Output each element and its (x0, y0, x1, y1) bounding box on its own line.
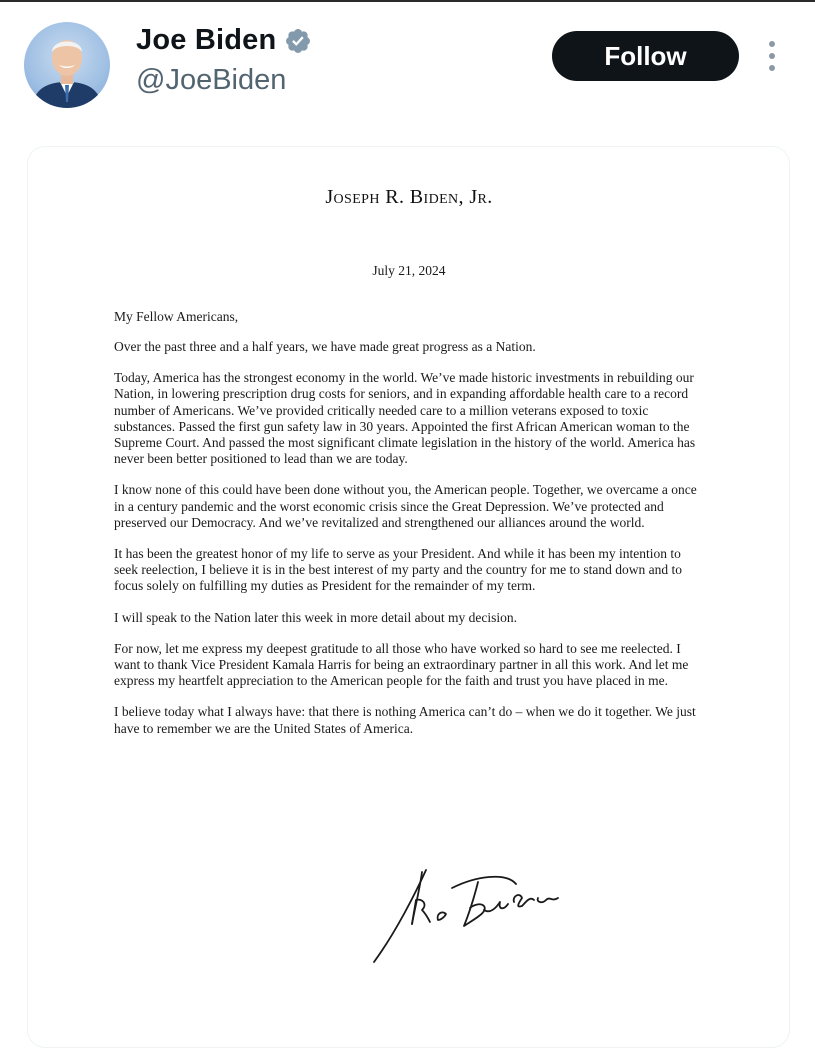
profile-name-row (136, 24, 312, 57)
letter-paragraph: Over the past three and a half years, we have made great progress as a Nation. (114, 339, 536, 354)
profile-handle[interactable]: @JoeBiden (136, 64, 287, 96)
follow-button[interactable]: Follow (552, 31, 739, 81)
letter-paragraph: Today, America has the strongest economy in the world. We’ve made historic investments in rebuilding our Nation, in lowering prescription drug costs for seniors, and in expanding affordable health care to a record number of Americans. We’ve provided critically needed care to a million veterans exposed to toxic substances. Passed the first gun safety law in 30 years. Appointed the first African American woman to the Supreme Court. And passed the most significant climate legislation in the history of the world. America has never been better positioned to lead than we are today. (114, 370, 696, 467)
letterhead: Joseph R. Biden, Jr. (325, 186, 493, 208)
top-divider (0, 0, 815, 2)
person-portrait-icon (24, 22, 110, 108)
letter-date: July 21, 2024 (372, 263, 446, 278)
display-name[interactable]: Joe Biden (136, 24, 277, 56)
letter-paragraph: I believe today what I always have: that there is nothing America can’t do – when we do it together. We just have to remember we are the United States of America. (114, 704, 696, 736)
letter-paragraph: I know none of this could have been done without you, the American people. Together, we overcame a once in a century pandemic and the worst economic crisis since the Great Depression. We’ve protected and preserved our Democracy. And we’ve revitalized and strengthened our alliances around the world. (114, 482, 697, 530)
letter-document (114, 186, 704, 737)
verified-badge-icon (284, 27, 312, 55)
avatar[interactable] (24, 22, 110, 108)
letter-paragraph: For now, let me express my deepest gratitude to all those who have worked so hard to see me reelected. I want to thank Vice President Kamala Harris for being an extraordinary partner in all this work. And let me express my heartfelt appreciation to the American people for the faith and trust you have placed in me. (114, 640, 689, 689)
letter-paragraph: I will speak to the Nation later this week in more detail about my decision. (114, 609, 518, 625)
letter-greeting: My Fellow Americans, (114, 309, 239, 324)
more-vertical-icon[interactable] (762, 38, 782, 74)
handwritten-signature (366, 862, 576, 966)
letter-paragraph: It has been the greatest honor of my life to serve as your President. And while it has been my intention to seek reelection, I believe it is in the best interest of my party and the country for me to stand down and to focus solely on fulfilling my duties as President for the remainder of my term. (114, 546, 682, 594)
